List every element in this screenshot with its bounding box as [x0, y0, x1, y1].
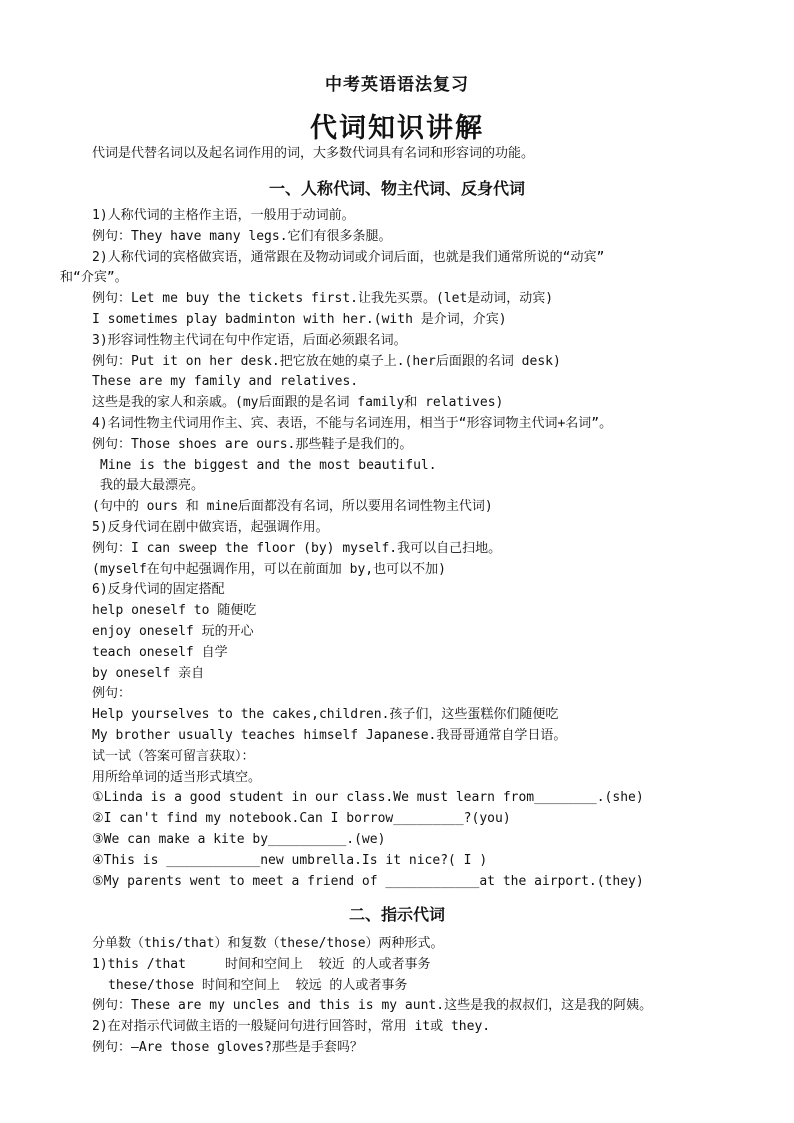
text-line: 例句：Those shoes are ours.那些鞋子是我们的。 — [92, 436, 413, 452]
text-line: 分单数（this/that）和复数（these/those）两种形式。 — [92, 936, 444, 951]
text-line: These are my family and relatives. — [92, 374, 359, 390]
text-line: 和“介宾”。 — [60, 270, 128, 286]
text-line: 1)人称代词的主格作主语，一般用于动词前。 — [92, 208, 355, 223]
section2-body — [92, 934, 742, 1059]
text-line: help oneself to 随便吃 — [92, 603, 257, 619]
text-line: Help yourselves to the cakes,children.孩子们，这些蛋糕你们随便吃 — [92, 707, 559, 723]
text-line: (myself在句中起强调作用，可以在前面加 by,也可以不加) — [92, 561, 446, 577]
text-line: these/those 时间和空间上 较远 的人或者事务 — [108, 977, 408, 993]
exercise-item: ②I can't find my notebook.Can I borrow_________?(you) — [92, 811, 511, 827]
text-line: 试一试（答案可留言获取）： — [92, 748, 255, 764]
exercise-item: ④This is ____________new umbrella.Is it nice?( I ) — [92, 852, 488, 868]
text-line: 例句： — [92, 686, 132, 702]
text-line: 这些是我的家人和亲戚。(my后面跟的是名词 family和 relatives) — [92, 395, 504, 411]
text-line: 例句：These are my uncles and this is my aunt.这些是我的叔叔们，这是我的阿姨。 — [92, 998, 653, 1014]
exercise-item: ③We can make a kite by__________.(we) — [92, 831, 386, 847]
text-line: 2)人称代词的宾格做宾语，通常跟在及物动词或介词后面，也就是我们通常所说的“动宾” — [92, 249, 605, 265]
exercise-item: ⑤My parents went to meet a friend of ____________at the airport.(they) — [92, 873, 644, 889]
text-line: 例句：I can sweep the floor (by) myself.我可以自己扫地。 — [92, 540, 502, 556]
text-line: (句中的 ours 和 mine后面都没有名词，所以要用名词性物主代词) — [92, 499, 493, 515]
text-line: 例句：They have many legs.它们有很多条腿。 — [92, 228, 392, 244]
section1-heading: 一、人称代词、物主代词、反身代词 — [268, 179, 525, 198]
text-line: 1)this /that 时间和空间上 较近 的人或者事务 — [92, 956, 431, 972]
text-line: 6)反身代词的固定搭配 — [92, 582, 225, 598]
text-line: 3)形容词性物主代词在句中作定语，后面必须跟名词。 — [92, 332, 407, 348]
intro-paragraph: 代词是代替名词以及起名词作用的词，大多数代词具有名词和形容词的功能。 — [92, 146, 535, 161]
section2-heading: 二、指示代词 — [348, 905, 445, 924]
exercise-item: ①Linda is a good student in our class.We must learn from________.(she) — [92, 790, 644, 806]
text-line: enjoy oneself 玩的开心 — [92, 623, 254, 639]
text-line: 我的最大最漂亮。 — [100, 478, 205, 494]
document-title: 代词知识讲解 — [310, 113, 484, 144]
text-line: 例句：Put it on her desk.把它放在她的桌子上.(her后面跟的名词 desk) — [92, 353, 561, 369]
text-line: 2)在对指示代词做主语的一般疑问句进行回答时，常用 it或 they. — [92, 1019, 491, 1035]
text-line: I sometimes play badminton with her.(with 是介词，介宾) — [92, 311, 507, 327]
text-line: My brother usually teaches himself Japanese.我哥哥通常自学日语。 — [92, 727, 567, 743]
text-line: 例句：—Are those gloves?那些是手套吗？ — [92, 1039, 363, 1055]
text-line: Mine is the biggest and the most beautiful. — [100, 457, 437, 473]
text-line: 5)反身代词在剧中做宾语，起强调作用。 — [92, 519, 329, 535]
text-line: by oneself 亲自 — [92, 665, 205, 681]
text-line: 4)名词性物主代词用作主、宾、表语，不能与名词连用，相当于“形容词物主代词+名词”。 — [92, 415, 613, 431]
text-line: teach oneself 自学 — [92, 644, 228, 660]
document-subtitle: 中考英语语法复习 — [325, 75, 469, 95]
section1-body — [60, 206, 742, 892]
text-line: 用所给单词的适当形式填空。 — [92, 769, 262, 785]
text-line: 例句：Let me buy the tickets first.让我先买票。(let是动词，动宾) — [92, 291, 554, 307]
